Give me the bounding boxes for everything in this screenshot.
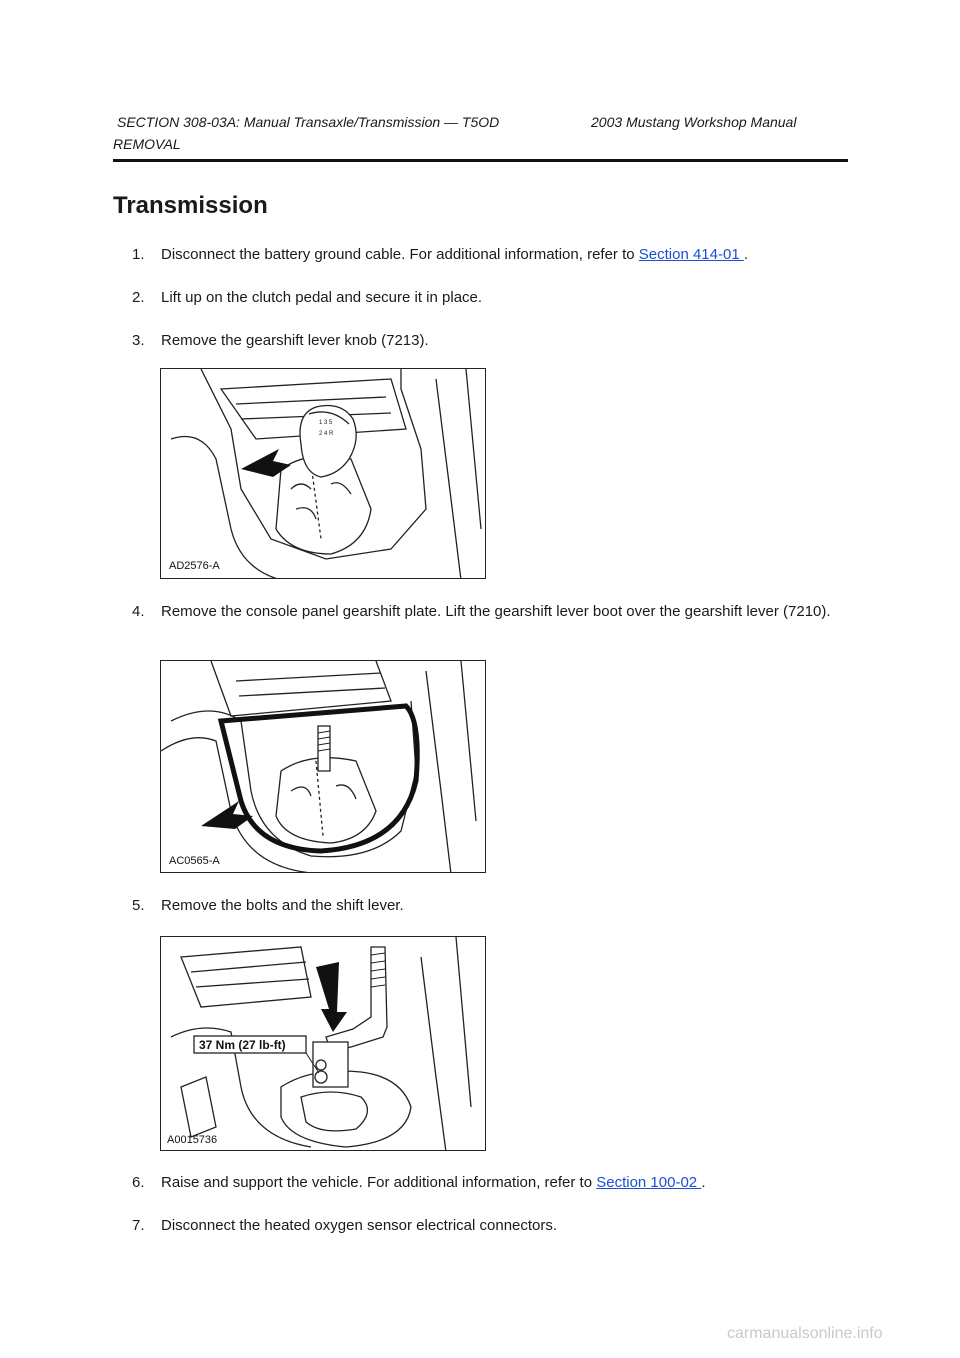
figure-code: AD2576-A: [169, 560, 220, 572]
step-text: Remove the bolts and the shift lever.: [161, 897, 404, 914]
step-number: 7.: [132, 1217, 145, 1234]
shift-lever-bolts-illustration-icon: [161, 937, 486, 1151]
step-number: 6.: [132, 1174, 145, 1191]
figure-code: A0015736: [167, 1134, 218, 1146]
torque-spec: 37 Nm (27 lb-ft): [199, 1038, 286, 1052]
svg-text:2 4 R: 2 4 R: [319, 431, 334, 437]
watermark: carmanualsonline.info: [727, 1325, 883, 1342]
figure-gearshift-boot: [160, 660, 486, 873]
step-text: Disconnect the heated oxygen sensor electrical connectors.: [161, 1217, 558, 1234]
step-text: Remove the console panel gearshift plate. Lift the gearshift lever boot over the gearshift lever (7210).: [161, 603, 831, 620]
figure-gearshift-knob: [160, 368, 486, 579]
step-number: 3.: [132, 332, 145, 349]
figure-shift-lever-bolts: [160, 936, 486, 1151]
section-414-01-link[interactable]: Section 414-01: [638, 246, 744, 263]
header-subtitle: REMOVAL: [113, 136, 181, 152]
step-text: Raise and support the vehicle. For additional information, refer to Section 100-02 .: [161, 1174, 706, 1191]
step-text: Disconnect the battery ground cable. For additional information, refer to Section 414-01 .: [161, 246, 749, 263]
step-number: 5.: [132, 897, 145, 914]
page-title: Transmission: [113, 192, 268, 219]
svg-text:1 3 5: 1 3 5: [319, 420, 333, 426]
gearshift-knob-illustration-icon: [161, 369, 486, 579]
section-100-02-link[interactable]: Section 100-02: [596, 1174, 702, 1191]
section-title: SECTION 308-03A: Manual Transaxle/Transmission — T5OD: [117, 114, 500, 130]
gearshift-boot-illustration-icon: [161, 661, 486, 873]
page-header: [113, 114, 848, 152]
step-text: Lift up on the clutch pedal and secure it in place.: [161, 289, 483, 306]
header-divider: [113, 159, 848, 162]
step-number: 1.: [132, 246, 145, 263]
manual-title: 2003 Mustang Workshop Manual: [591, 114, 797, 130]
step-number: 4.: [132, 603, 145, 620]
step-number: 2.: [132, 289, 145, 306]
step-text: Remove the gearshift lever knob (7213).: [161, 332, 429, 349]
figure-code: AC0565-A: [169, 855, 220, 867]
